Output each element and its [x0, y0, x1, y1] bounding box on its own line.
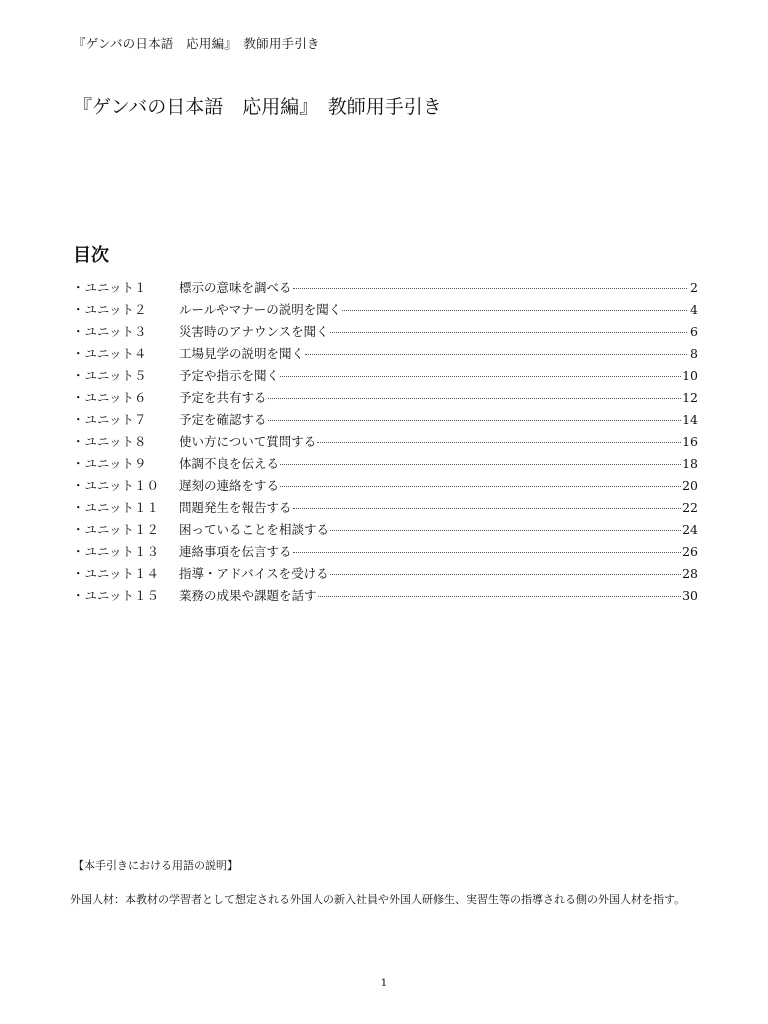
toc-page-number: 24: [682, 522, 698, 537]
toc-dot-leader: [268, 420, 682, 421]
toc-dot-leader: [293, 288, 687, 289]
toc-entry-title: 業務の成果や課題を話す: [179, 588, 317, 603]
toc-unit-label: ・ユニット１１: [72, 500, 160, 515]
toc-unit-label: ・ユニット１２: [72, 522, 160, 537]
toc-unit-label: ・ユニット８: [72, 434, 147, 449]
document-title: 『ゲンバの日本語 応用編』 教師用手引き: [73, 96, 442, 118]
toc-unit-label: ・ユニット１: [72, 280, 147, 295]
toc-page-number: 30: [682, 588, 698, 603]
toc-dot-leader: [293, 552, 682, 553]
toc-entry[interactable]: [72, 344, 698, 366]
toc-unit-label: ・ユニット１４: [72, 566, 160, 581]
toc-page-number: 20: [682, 478, 698, 493]
toc-unit-label: ・ユニット６: [72, 390, 147, 405]
toc-entry-title: 災害時のアナウンスを聞く: [179, 324, 329, 339]
toc-page-number: 6: [690, 324, 698, 339]
toc-entry-title: 指導・アドバイスを受ける: [179, 566, 329, 581]
toc-unit-label: ・ユニット３: [72, 324, 147, 339]
toc-entry-title: 予定を確認する: [179, 412, 267, 427]
toc-dot-leader: [280, 376, 681, 377]
toc-entry[interactable]: [72, 454, 698, 476]
toc-page-number: 4: [690, 302, 698, 317]
toc-dot-leader: [318, 596, 682, 597]
toc-entry[interactable]: [72, 366, 698, 388]
toc-entry[interactable]: [72, 322, 698, 344]
toc-dot-leader: [342, 310, 687, 311]
toc-entry[interactable]: [72, 564, 698, 586]
toc-page-number: 18: [682, 456, 698, 471]
toc-dot-leader: [330, 332, 687, 333]
toc-entry[interactable]: [72, 476, 698, 498]
toc-entry[interactable]: [72, 410, 698, 432]
toc-dot-leader: [330, 574, 681, 575]
toc-unit-label: ・ユニット９: [72, 456, 147, 471]
toc-entry-title: 使い方について質問する: [179, 434, 317, 449]
glossary-text: 外国人材：本教材の学習者として想定される外国人の新入社員や外国人研修生、実習生等の指導される側の外国人材を指す。: [70, 893, 686, 906]
toc-unit-label: ・ユニット２: [72, 302, 147, 317]
toc-page-number: 22: [682, 500, 698, 515]
toc-page-number: 2: [690, 280, 698, 295]
toc-dot-leader: [330, 530, 681, 531]
toc-entry-title: 連絡事項を伝言する: [179, 544, 292, 559]
toc-entry-title: 標示の意味を調べる: [179, 280, 292, 295]
toc-page-number: 10: [682, 368, 698, 383]
toc-entry-title: 遅刻の連絡をする: [179, 478, 280, 493]
toc-dot-leader: [280, 464, 681, 465]
toc-dot-leader: [293, 508, 682, 509]
toc-entry-title: ルールやマナーの説明を聞く: [179, 302, 342, 317]
toc-unit-label: ・ユニット７: [72, 412, 147, 427]
toc-entry-title: 問題発生を報告する: [179, 500, 292, 515]
toc-page-number: 12: [682, 390, 698, 405]
toc-unit-label: ・ユニット１０: [72, 478, 160, 493]
toc-entry-title: 困っていることを相談する: [179, 522, 330, 537]
running-header: 『ゲンバの日本語 応用編』 教師用手引き: [73, 36, 320, 51]
toc-page-number: 28: [682, 566, 698, 581]
toc-unit-label: ・ユニット４: [72, 346, 147, 361]
toc-unit-label: ・ユニット５: [72, 368, 147, 383]
table-of-contents: [72, 278, 698, 608]
toc-dot-leader: [305, 354, 687, 355]
toc-entry-title: 体調不良を伝える: [179, 456, 280, 471]
toc-entry[interactable]: [72, 586, 698, 608]
toc-entry-title: 予定や指示を聞く: [179, 368, 280, 383]
toc-entry-title: 予定を共有する: [179, 390, 267, 405]
toc-unit-label: ・ユニット１３: [72, 544, 160, 559]
toc-page-number: 8: [690, 346, 698, 361]
toc-dot-leader: [317, 442, 681, 443]
toc-heading: 目次: [73, 245, 109, 266]
toc-unit-label: ・ユニット１５: [72, 588, 160, 603]
toc-entry[interactable]: [72, 388, 698, 410]
toc-dot-leader: [268, 398, 682, 399]
glossary-heading: 【本手引きにおける用語の説明】: [73, 859, 238, 872]
toc-entry[interactable]: [72, 498, 698, 520]
toc-entry[interactable]: [72, 278, 698, 300]
toc-entry[interactable]: [72, 432, 698, 454]
toc-page-number: 14: [682, 412, 698, 427]
toc-dot-leader: [280, 486, 681, 487]
toc-page-number: 26: [682, 544, 698, 559]
page-number: 1: [380, 977, 388, 989]
toc-entry-title: 工場見学の説明を聞く: [179, 346, 305, 361]
toc-page-number: 16: [682, 434, 698, 449]
toc-entry[interactable]: [72, 542, 698, 564]
toc-entry[interactable]: [72, 300, 698, 322]
toc-entry[interactable]: [72, 520, 698, 542]
